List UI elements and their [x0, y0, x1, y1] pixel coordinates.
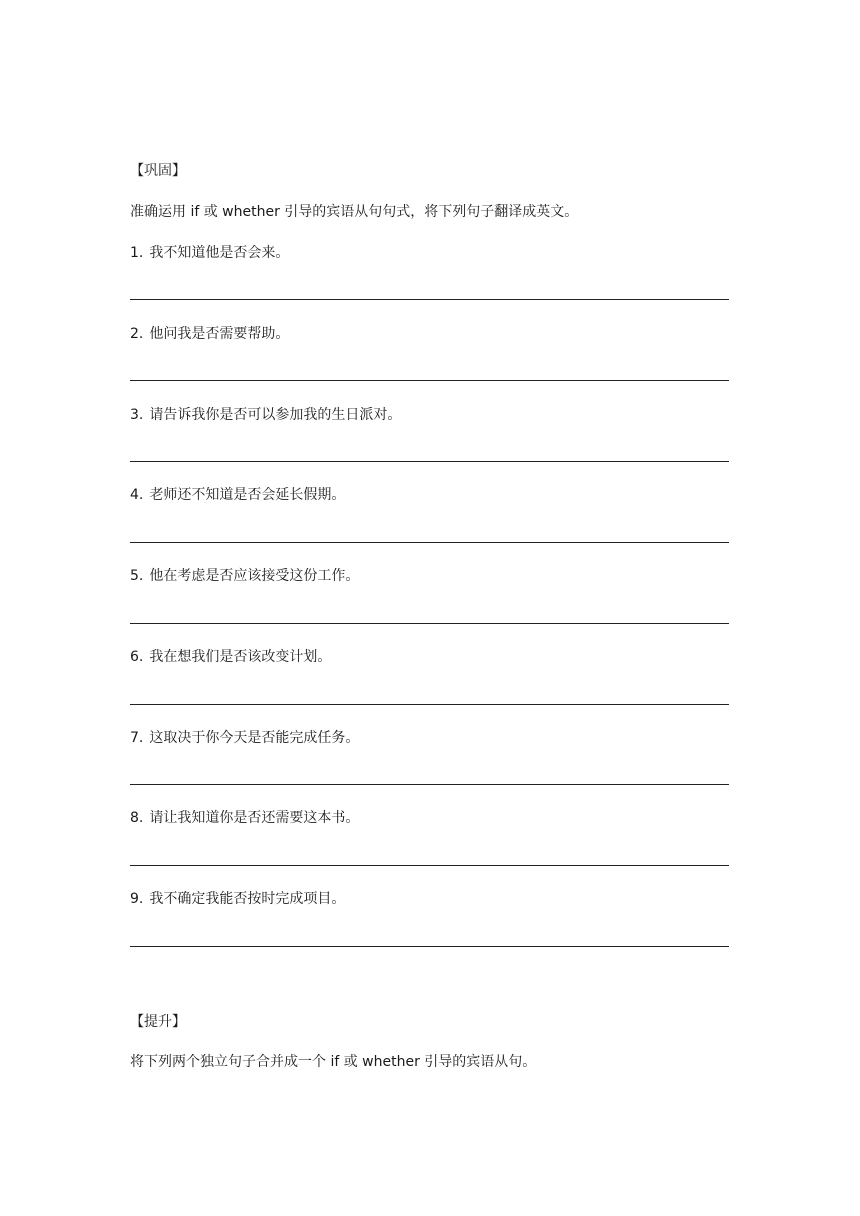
question-number: 7.: [130, 730, 144, 746]
question-4: [130, 486, 345, 504]
section-heading-improve: 【提升】: [130, 1014, 186, 1030]
section-instruction-translate: 准确运用 if 或 whether 引导的宾语从句句式，将下列句子翻译成英文。: [130, 204, 579, 220]
question-text: 他在考虑是否应该接受这份工作。: [149, 568, 360, 584]
question-text: 请让我知道你是否还需要这本书。: [149, 810, 360, 826]
question-text: 我不确定我能否按时完成项目。: [149, 891, 346, 907]
question-text: 他问我是否需要帮助。: [149, 326, 290, 342]
question-5: [130, 567, 359, 585]
question-8: [130, 809, 359, 827]
question-9: [130, 890, 345, 908]
question-number: 9.: [130, 891, 144, 907]
section-heading-consolidate: 【巩固】: [130, 163, 186, 179]
question-text: 请告诉我你是否可以参加我的生日派对。: [149, 407, 402, 423]
question-number: 3.: [130, 407, 144, 423]
question-text: 我不知道他是否会来。: [149, 245, 290, 261]
question-text: 我在想我们是否该改变计划。: [149, 649, 332, 665]
answer-line-8[interactable]: [130, 865, 729, 866]
question-number: 2.: [130, 326, 144, 342]
answer-line-6[interactable]: [130, 704, 729, 705]
question-number: 1.: [130, 245, 144, 261]
answer-line-2[interactable]: [130, 380, 729, 381]
answer-line-9[interactable]: [130, 946, 729, 947]
answer-line-3[interactable]: [130, 461, 729, 462]
answer-line-7[interactable]: [130, 784, 729, 785]
answer-line-1[interactable]: [130, 299, 729, 300]
question-number: 8.: [130, 810, 144, 826]
question-1: [130, 244, 289, 262]
question-3: [130, 406, 401, 424]
question-number: 5.: [130, 568, 144, 584]
question-number: 6.: [130, 649, 144, 665]
answer-line-5[interactable]: [130, 623, 729, 624]
answer-line-4[interactable]: [130, 542, 729, 543]
question-number: 4.: [130, 487, 144, 503]
question-6: [130, 648, 331, 666]
question-text: 这取决于你今天是否能完成任务。: [149, 730, 360, 746]
question-7: [130, 729, 359, 747]
section-instruction-combine: 将下列两个独立句子合并成一个 if 或 whether 引导的宾语从句。: [130, 1054, 537, 1070]
question-text: 老师还不知道是否会延长假期。: [149, 487, 346, 503]
question-2: [130, 325, 289, 343]
